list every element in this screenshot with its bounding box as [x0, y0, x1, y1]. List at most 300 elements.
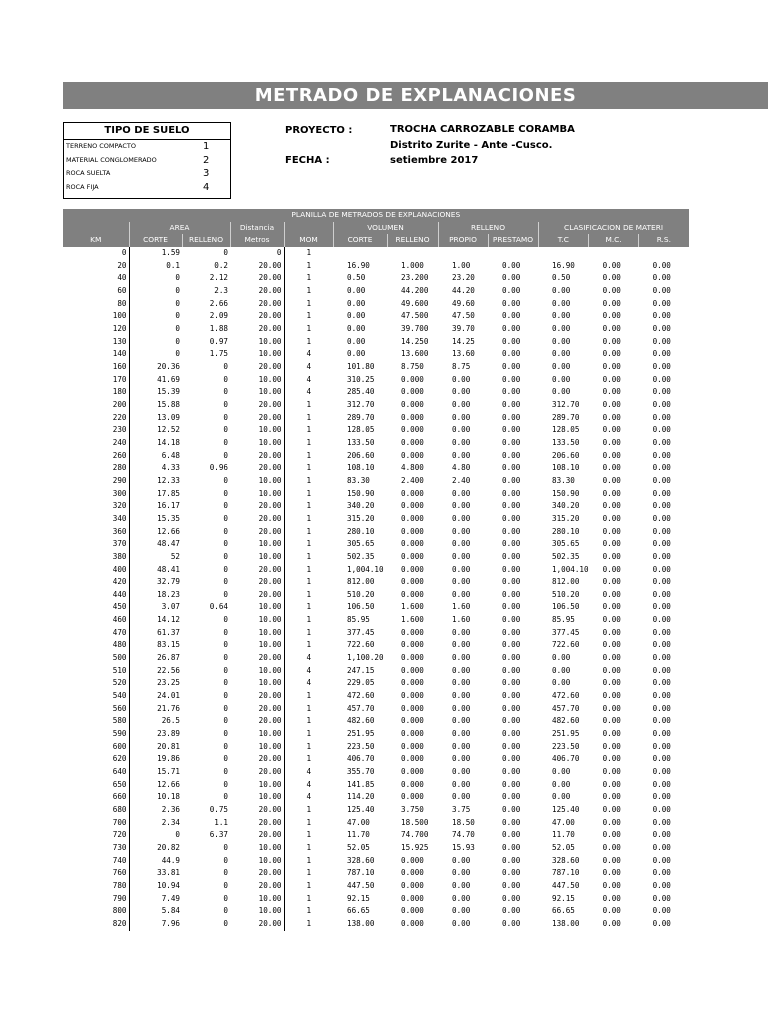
table-cell: 0.00	[552, 665, 571, 675]
table-cell: 0.00	[652, 526, 671, 536]
table-cell: 0	[223, 362, 228, 372]
table-cell: 32.79	[129, 576, 182, 589]
table-row	[63, 715, 689, 728]
table-cell: 640	[112, 767, 127, 777]
table-cell: 377.45	[347, 627, 375, 637]
table-cell: 10.00	[230, 639, 284, 652]
table-cell: 0.000	[401, 729, 424, 739]
table-cell: 1	[306, 615, 312, 625]
column-header: M.C.	[589, 234, 639, 247]
suelo-item	[64, 181, 230, 195]
table-cell: 0.00	[502, 298, 521, 308]
table-cell: 5.84	[129, 905, 182, 918]
column-header: PRESTAMO	[488, 234, 538, 247]
table-cell: 0.00	[602, 298, 621, 308]
table-row	[63, 766, 689, 779]
table-row	[63, 804, 689, 817]
table-cell: 0.00	[652, 437, 671, 447]
table-cell: 0	[223, 653, 228, 663]
table-cell: 0.000	[401, 678, 424, 688]
table-cell: 482.60	[552, 716, 580, 726]
table-cell: 1	[306, 450, 312, 460]
table-cell: 0.000	[401, 627, 424, 637]
suelo-item	[64, 140, 230, 154]
table-cell: 0.000	[401, 906, 424, 916]
table-cell: 12.33	[129, 475, 182, 488]
table-cell: 92.15	[347, 893, 370, 903]
table-cell: 0.000	[401, 792, 424, 802]
table-cell: 1	[306, 906, 312, 916]
table-cell: 0.00	[502, 526, 521, 536]
table-cell: 1	[306, 286, 312, 296]
table-cell: 0.00	[502, 336, 521, 346]
table-cell: 83.15	[129, 639, 182, 652]
table-cell: 0.00	[602, 324, 621, 334]
table-cell: 39.700	[401, 324, 429, 334]
table-cell: 312.70	[347, 399, 375, 409]
table-cell: 406.70	[552, 754, 580, 764]
table-cell: 0.00	[652, 475, 671, 485]
table-cell: 10.00	[230, 601, 284, 614]
table-cell: 0.00	[652, 918, 671, 928]
table-cell: 315.20	[552, 513, 580, 523]
table-cell: 0	[223, 551, 228, 561]
table-cell: 780	[112, 880, 127, 890]
table-cell: 10.00	[230, 374, 284, 387]
table-cell: 10.00	[230, 791, 284, 804]
table-cell: 14.18	[129, 437, 182, 450]
table-cell: 1	[306, 627, 312, 637]
table-cell: 722.60	[552, 640, 580, 650]
table-cell: 0.00	[552, 298, 571, 308]
table-cell: 0.00	[452, 716, 471, 726]
table-cell: 0.00	[452, 779, 471, 789]
table-cell: 0	[223, 412, 228, 422]
table-cell: 720	[112, 830, 127, 840]
table-cell: 128.05	[347, 425, 375, 435]
table-cell: 310.25	[347, 374, 375, 384]
table-cell: 0.00	[602, 703, 621, 713]
table-cell: 0.00	[602, 387, 621, 397]
table-cell: 0.00	[452, 450, 471, 460]
table-cell: 0.00	[602, 665, 621, 675]
table-cell: 0.00	[452, 412, 471, 422]
table-cell: 0.00	[502, 627, 521, 637]
table-cell: 0.000	[401, 893, 424, 903]
table-cell: 328.60	[347, 855, 375, 865]
table-cell: 0.00	[452, 425, 471, 435]
table-cell: 0.00	[452, 539, 471, 549]
table-cell: 23.89	[129, 728, 182, 741]
table-cell: 48.47	[129, 538, 182, 551]
table-cell: 10.00	[230, 424, 284, 437]
table-cell: 141.85	[347, 779, 375, 789]
table-cell: 0.00	[652, 741, 671, 751]
table-cell: 0.00	[452, 880, 471, 890]
table-cell: 0.00	[552, 324, 571, 334]
table-cell: 0.00	[502, 488, 521, 498]
table-cell: 0.00	[502, 513, 521, 523]
table-cell: 11.70	[347, 830, 370, 840]
table-cell: 0.00	[502, 665, 521, 675]
table-cell: 0.00	[652, 412, 671, 422]
table-cell: 1	[306, 893, 312, 903]
table-cell: 20.00	[230, 652, 284, 665]
table-cell: 0.00	[602, 893, 621, 903]
table-cell: 0	[223, 640, 228, 650]
table-cell: 1	[306, 830, 312, 840]
table-cell: 0.00	[552, 349, 571, 359]
table-cell: 1	[306, 589, 312, 599]
table-cell: 4	[306, 362, 312, 372]
table-cell: 1.1	[214, 817, 228, 827]
table-cell: 700	[112, 817, 127, 827]
table-cell: 0.00	[452, 501, 471, 511]
table-cell: 10.00	[230, 336, 284, 349]
table-cell: 0.00	[502, 703, 521, 713]
table-cell: 0.00	[602, 627, 621, 637]
table-cell: 108.10	[347, 463, 375, 473]
table-cell: 0.00	[452, 665, 471, 675]
table-cell: 0.00	[652, 817, 671, 827]
table-row	[63, 386, 689, 399]
table-cell: 0.00	[602, 349, 621, 359]
table-cell: 500	[112, 653, 127, 663]
table-cell: 0	[223, 387, 228, 397]
table-cell: 457.70	[552, 703, 580, 713]
table-cell: 21.76	[129, 703, 182, 716]
table-cell: 15.39	[129, 386, 182, 399]
table-cell	[438, 247, 488, 260]
table-cell: 0.97	[209, 336, 228, 346]
table-cell: 1	[306, 336, 312, 346]
table-cell: 0.00	[452, 754, 471, 764]
suelo-code: 2	[203, 154, 210, 166]
table-cell: 20.00	[230, 500, 284, 513]
table-cell: 0	[121, 248, 127, 258]
table-cell: 16.17	[129, 500, 182, 513]
table-cell: 0.000	[401, 665, 424, 675]
table-cell: 0.00	[652, 754, 671, 764]
table-cell: 26.87	[129, 652, 182, 665]
table-cell: 1	[306, 716, 312, 726]
table-cell: 0.00	[602, 855, 621, 865]
table-row	[63, 677, 689, 690]
table-cell: 80	[117, 298, 127, 308]
table-cell: 0.000	[401, 526, 424, 536]
table-cell: 10.00	[230, 665, 284, 678]
table-cell: 0.00	[452, 387, 471, 397]
table-cell: 0	[223, 691, 228, 701]
table-cell: 0	[129, 298, 182, 311]
table-cell: 47.00	[552, 817, 575, 827]
table-cell: 472.60	[347, 691, 375, 701]
table-cell: 52.05	[347, 842, 370, 852]
table-cell: 0.000	[401, 741, 424, 751]
table-row	[63, 336, 689, 349]
table-cell: 0.00	[347, 324, 366, 334]
table-row	[63, 652, 689, 665]
table-cell: 812.00	[552, 577, 580, 587]
suelo-label: TERRENO COMPACTO	[66, 142, 136, 150]
table-cell: 0	[223, 729, 228, 739]
table-cell: 320	[112, 501, 127, 511]
table-cell: 0.00	[602, 463, 621, 473]
table-row	[63, 842, 689, 855]
table-cell: 1	[306, 513, 312, 523]
table-row	[63, 703, 689, 716]
table-cell: 0.00	[652, 792, 671, 802]
table-cell: 0.00	[502, 653, 521, 663]
table-row	[63, 893, 689, 906]
table-cell: 20.00	[230, 272, 284, 285]
table-row	[63, 564, 689, 577]
table-cell: 10.00	[230, 677, 284, 690]
proyecto-value: TROCHA CARROZABLE CORAMBA	[390, 124, 575, 135]
table-cell: 1	[306, 804, 312, 814]
table-cell: 380	[112, 551, 127, 561]
table-cell: 0	[129, 323, 182, 336]
table-cell: 540	[112, 691, 127, 701]
column-header: R.S.	[639, 234, 689, 247]
table-cell: 1	[306, 577, 312, 587]
table-cell: 23.20	[452, 273, 475, 283]
table-cell: 150.90	[347, 488, 375, 498]
table-cell: 0	[223, 248, 228, 258]
table-row	[63, 412, 689, 425]
table-cell: 0.00	[502, 906, 521, 916]
table-cell: 0.00	[552, 311, 571, 321]
table-cell: 2.40	[452, 475, 471, 485]
table-cell: 0.00	[652, 463, 671, 473]
table-row	[63, 918, 689, 931]
table-cell: 0.00	[652, 311, 671, 321]
clasificacion-group-header: CLASIFICACION DE MATERI	[538, 222, 689, 235]
table-cell: 83.30	[552, 475, 575, 485]
table-cell: 1	[306, 488, 312, 498]
table-cell	[333, 247, 387, 260]
table-row	[63, 829, 689, 842]
table-cell: 20.00	[230, 450, 284, 463]
table-cell: 0.00	[652, 399, 671, 409]
table-cell: 0	[230, 247, 284, 260]
table-cell: 0.00	[652, 615, 671, 625]
table-cell	[488, 247, 538, 260]
table-row	[63, 260, 689, 273]
table-cell: 0.00	[602, 260, 621, 270]
table-cell: 0.00	[602, 842, 621, 852]
table-cell: 580	[112, 716, 127, 726]
table-cell: 0.00	[502, 399, 521, 409]
table-cell: 0.000	[401, 513, 424, 523]
table-cell: 0.00	[452, 437, 471, 447]
table-cell: 0.00	[602, 729, 621, 739]
table-cell: 0.000	[401, 425, 424, 435]
table-cell: 1	[306, 880, 312, 890]
table-cell: 0	[223, 577, 228, 587]
table-cell: 0.00	[502, 767, 521, 777]
table-row	[63, 475, 689, 488]
table-cell: 460	[112, 615, 127, 625]
table-cell: 4.33	[129, 462, 182, 475]
table-cell: 0	[129, 310, 182, 323]
table-cell: 0.000	[401, 577, 424, 587]
table-cell: 0.00	[502, 273, 521, 283]
table-cell: 510.20	[347, 589, 375, 599]
table-cell: 206.60	[552, 450, 580, 460]
table-cell: 0.00	[502, 589, 521, 599]
table-cell: 502.35	[347, 551, 375, 561]
table-cell: 620	[112, 754, 127, 764]
table-cell: 223.50	[552, 741, 580, 751]
table-cell: 0.00	[602, 906, 621, 916]
table-row	[63, 741, 689, 754]
table-row	[63, 361, 689, 374]
table-row	[63, 791, 689, 804]
table-cell: 315.20	[347, 513, 375, 523]
table-row	[63, 753, 689, 766]
table-cell: 0.00	[502, 463, 521, 473]
table-cell: 0.00	[452, 488, 471, 498]
table-cell: 0.00	[652, 855, 671, 865]
table-cell: 20.00	[230, 703, 284, 716]
table-cell: 1,100.20	[347, 653, 384, 663]
table-cell: 305.65	[347, 539, 375, 549]
table-cell: 0.00	[602, 804, 621, 814]
table-cell: 20.82	[129, 842, 182, 855]
table-cell: 20.00	[230, 285, 284, 298]
table-cell: 0.00	[652, 906, 671, 916]
column-header: T.C	[538, 234, 589, 247]
table-cell: 0.00	[652, 324, 671, 334]
table-cell: 722.60	[347, 640, 375, 650]
table-cell: 220	[112, 412, 127, 422]
table-cell: 0.00	[452, 640, 471, 650]
table-cell: 2.09	[209, 311, 228, 321]
table-cell: 41.69	[129, 374, 182, 387]
table-cell: 0.00	[602, 564, 621, 574]
table-cell: 0.00	[452, 374, 471, 384]
table-cell: 2.36	[129, 804, 182, 817]
table-cell: 1	[306, 868, 312, 878]
table-cell: 0.00	[602, 589, 621, 599]
table-cell: 20.00	[230, 399, 284, 412]
column-header: Metros	[230, 234, 284, 247]
table-cell: 20.00	[230, 715, 284, 728]
table-cell: 2.66	[209, 298, 228, 308]
table-cell: 0.1	[129, 260, 182, 273]
table-cell: 0.00	[652, 767, 671, 777]
table-cell: 247.15	[347, 665, 375, 675]
table-cell: 0	[129, 829, 182, 842]
table-cell: 133.50	[552, 437, 580, 447]
table-cell: 23.200	[401, 273, 429, 283]
table-cell: 15.35	[129, 513, 182, 526]
table-cell: 13.600	[401, 349, 429, 359]
table-cell: 15.71	[129, 766, 182, 779]
table-cell: 20.00	[230, 462, 284, 475]
table-cell: 1	[306, 324, 312, 334]
table-cell: 10.00	[230, 386, 284, 399]
table-cell: 0.00	[602, 336, 621, 346]
table-cell: 18.500	[401, 817, 429, 827]
tipo-suelo-header: TIPO DE SUELO	[64, 123, 230, 140]
table-cell: 0.00	[502, 602, 521, 612]
table-cell: 0.00	[652, 716, 671, 726]
table-cell: 3.75	[452, 804, 471, 814]
table-cell: 10.00	[230, 842, 284, 855]
table-cell: 10.00	[230, 627, 284, 640]
table-cell: 0.00	[652, 273, 671, 283]
distancia-header: Distancia	[230, 222, 284, 235]
table-cell: 0.00	[502, 792, 521, 802]
table-cell: 520	[112, 678, 127, 688]
table-cell: 0	[223, 374, 228, 384]
table-cell: 4	[306, 653, 312, 663]
table-cell: 0.00	[452, 627, 471, 637]
table-cell: 20.00	[230, 690, 284, 703]
table-cell: 20.00	[230, 323, 284, 336]
table-cell: 0.00	[652, 336, 671, 346]
table-cell: 0.000	[401, 880, 424, 890]
table-cell: 0.00	[652, 880, 671, 890]
table-cell: 6.37	[209, 830, 228, 840]
table-cell: 100	[112, 311, 127, 321]
table-row	[63, 576, 689, 589]
table-row	[63, 690, 689, 703]
table-cell: 0.00	[502, 324, 521, 334]
table-cell: 0.00	[602, 450, 621, 460]
table-row	[63, 513, 689, 526]
table-cell: 447.50	[552, 880, 580, 890]
table-cell	[639, 247, 689, 260]
table-cell: 0.00	[652, 830, 671, 840]
table-cell: 44.9	[129, 855, 182, 868]
table-cell: 0	[223, 564, 228, 574]
table-cell: 0.00	[502, 501, 521, 511]
table-row	[63, 323, 689, 336]
table-cell: 0	[223, 589, 228, 599]
table-cell: 0.00	[602, 615, 621, 625]
table-cell: 26.5	[129, 715, 182, 728]
table-cell: 0.00	[652, 374, 671, 384]
table-cell: 4.80	[452, 463, 471, 473]
table-row	[63, 285, 689, 298]
table-cell: 0.000	[401, 387, 424, 397]
column-header: CORTE	[333, 234, 387, 247]
table-cell: 47.00	[347, 817, 370, 827]
table-cell: 0.00	[652, 501, 671, 511]
table-cell: 0.000	[401, 855, 424, 865]
table-cell: 0.00	[452, 678, 471, 688]
table-cell: 0	[223, 539, 228, 549]
table-cell: 0.00	[452, 918, 471, 928]
table-row	[63, 589, 689, 602]
table-cell: 39.70	[452, 324, 475, 334]
table-cell: 280.10	[552, 526, 580, 536]
proyecto-label: PROYECTO :	[285, 125, 353, 136]
table-cell: 406.70	[347, 754, 375, 764]
table-cell: 0.00	[452, 729, 471, 739]
document-title: METRADO DE EXPLANACIONES	[63, 82, 768, 109]
table-cell: 12.66	[129, 779, 182, 792]
column-header: CORTE	[129, 234, 182, 247]
table-cell: 150.90	[552, 488, 580, 498]
table-cell: 0.00	[652, 298, 671, 308]
table-cell: 787.10	[552, 868, 580, 878]
table-cell: 0.00	[602, 412, 621, 422]
table-cell: 0	[223, 437, 228, 447]
